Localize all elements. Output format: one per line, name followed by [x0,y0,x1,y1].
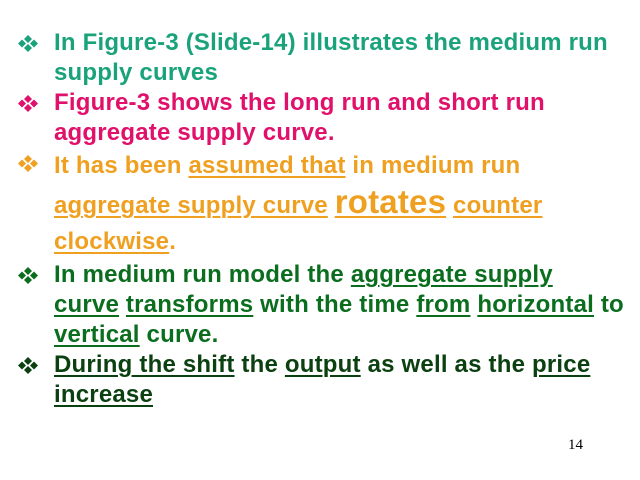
underlined-phrase: assumed that [188,152,346,179]
underlined-phrase: output [284,351,361,378]
bullet-item-medium-run-model [14,260,624,350]
bullet-text-segment: curve. [139,321,219,348]
bullet-text-segment: to [593,291,624,318]
emphasized-word-rotates: rotates [334,183,447,220]
bullet-item-shift-effect [14,350,624,410]
underlined-phrase: horizontal [477,291,594,318]
bullet-item-rotation-assumption [14,148,624,260]
bullet-text-segment: in medium run [345,152,521,179]
underlined-phrase: transforms [125,291,254,318]
bullet-text-segment: the [234,351,285,378]
underlined-phrase: During the shift [54,351,235,378]
bullet-text: In Figure-3 (Slide-14) illustrates the medium run supply curves [54,29,608,86]
underlined-phrase: aggregate supply curve [54,192,328,219]
diamond-bullet-icon [17,155,39,172]
bullet-text-segment [446,192,453,219]
bullet-text-segment [119,291,126,318]
underlined-phrase: vertical [54,321,140,348]
diamond-bullet-icon [17,267,39,284]
bullet-list [14,28,624,410]
bullet-item-figure3-intro [14,28,624,88]
bullet-text: Figure-3 shows the long run and short run aggregate supply curve. [54,89,545,146]
page-number: 14 [568,437,583,453]
underlined-phrase: from [416,291,471,318]
bullet-text-segment: . [169,228,177,255]
bullet-text-segment: It has been [54,152,189,179]
underlined-phrase: price increase [54,351,591,408]
bullet-text-segment: with the time [253,291,417,318]
diamond-bullet-icon [17,95,39,112]
bullet-item-long-short-run [14,88,624,148]
underlined-phrase: counter clockwise [54,192,543,255]
underlined-phrase: aggregate supply curve [54,261,553,318]
diamond-bullet-icon [17,357,39,374]
diamond-bullet-icon [17,35,39,52]
bullet-text-segment: as well as the [360,351,532,378]
bullet-text-segment [328,192,335,219]
bullet-text-segment: In medium run model the [54,261,351,288]
